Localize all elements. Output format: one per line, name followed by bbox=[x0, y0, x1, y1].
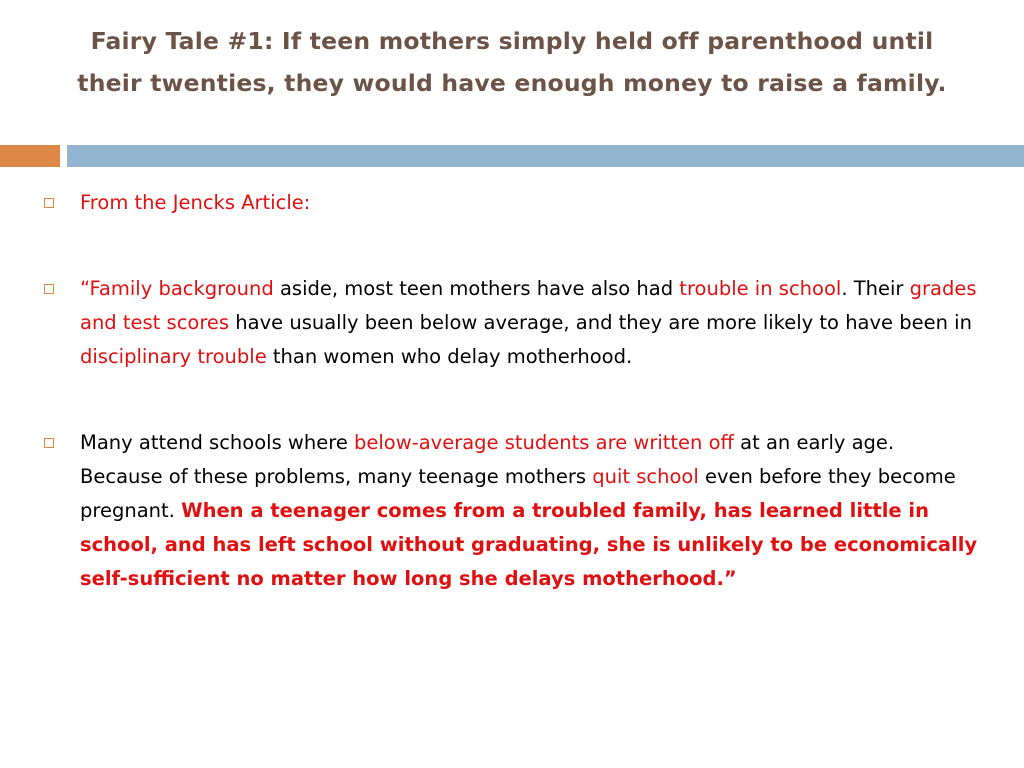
highlight-quit-school: quit school bbox=[592, 465, 699, 488]
highlight-disciplinary-trouble: disciplinary trouble bbox=[80, 345, 267, 368]
square-bullet-icon bbox=[44, 198, 54, 208]
text-segment: have usually been below average, and they are more likely to have been in bbox=[229, 311, 972, 334]
title-line-2: their twenties, they would have enough money to raise a family. bbox=[77, 69, 947, 97]
text-segment: aside, most teen mothers have also had bbox=[273, 277, 680, 300]
highlight-trouble-in-school: trouble in school bbox=[679, 277, 842, 300]
title-line-1: Fairy Tale #1: If teen mothers simply held off parenthood until bbox=[90, 27, 934, 55]
slide-body bbox=[40, 186, 980, 596]
bullet-item-family-background bbox=[40, 272, 980, 374]
square-bullet-icon bbox=[44, 438, 54, 448]
bullet-item-source bbox=[40, 186, 980, 220]
text-segment: Many attend schools where bbox=[80, 431, 355, 454]
highlight-family-background: “Family background bbox=[80, 277, 274, 300]
text-segment: even before they become pregnant. bbox=[80, 465, 956, 522]
highlight-grades-and-test-scores: grades and test scores bbox=[80, 277, 977, 334]
text-segment: than women who delay motherhood. bbox=[266, 345, 633, 368]
bullet-item-schools bbox=[40, 426, 980, 596]
text-segment: at an early age. Because of these problems, many teenage mothers bbox=[80, 431, 895, 488]
highlight-below-average-students: below-average students are written off bbox=[354, 431, 734, 454]
accent-bar-orange bbox=[0, 145, 60, 167]
text-segment: . Their bbox=[841, 277, 910, 300]
accent-bar-blue bbox=[67, 145, 1024, 167]
slide-title bbox=[30, 20, 994, 104]
highlight-conclusion-quote: When a teenager comes from a troubled family, has learned little in school, and has left school without graduating, she is unlikely to be economically self-sufficient no matter how long she delays motherhood.” bbox=[80, 499, 978, 590]
square-bullet-icon bbox=[44, 284, 54, 294]
source-heading: From the Jencks Article: bbox=[80, 191, 311, 214]
